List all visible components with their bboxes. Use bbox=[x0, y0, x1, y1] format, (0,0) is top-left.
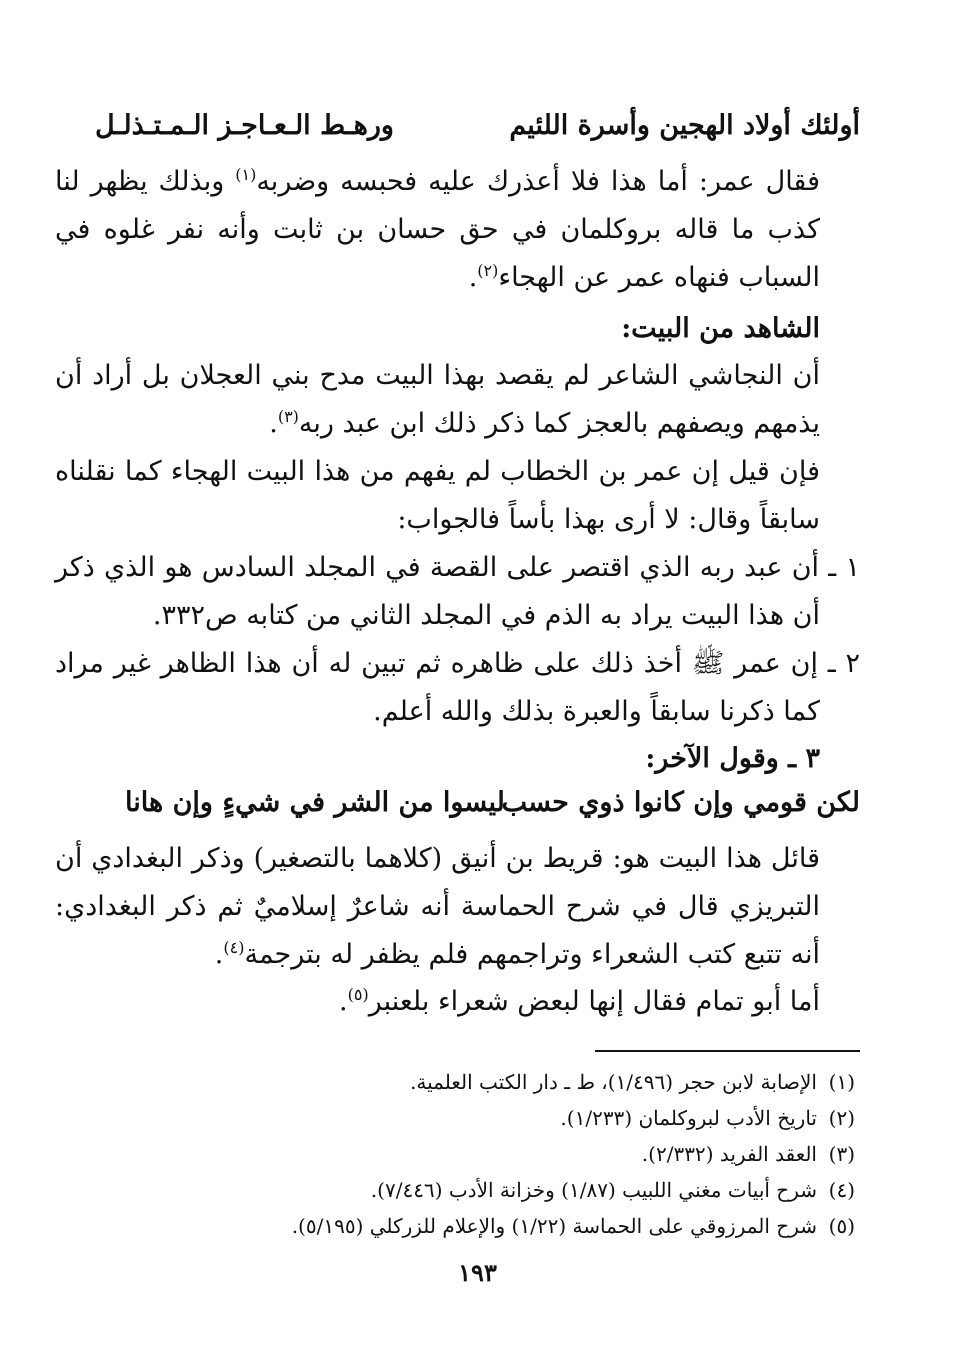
section-heading-evidence: الشاهد من البيت: bbox=[621, 313, 820, 344]
footnote-3-text: العقد الفريد (٢/٣٣٢). bbox=[641, 1142, 817, 1166]
paragraph-5-text: أما أبو تمام فقال إنها لبعض شعراء بلعنبر bbox=[368, 986, 820, 1017]
footnote-5-text: شرح المرزوقي على الحماسة (١/٢٢) والإعلام للزركلي (٥/١٩٥). bbox=[291, 1214, 817, 1238]
footnote-ref-2: (٢) bbox=[477, 261, 499, 280]
verse-2-second-hemistich: ليسوا من الشر في شيءٍ وإن هانا bbox=[125, 787, 505, 818]
page-number: ١٩٣ bbox=[458, 1258, 497, 1287]
paragraph-1 bbox=[55, 158, 860, 302]
paragraph-2-end: . bbox=[269, 408, 278, 439]
numbered-item-2: ٢ ـ إن عمر ﷺ أخذ ذلك على ظاهره ثم تبين له أن هذا الظاهر غير مراد كما ذكرنا سابقاً والعبرة بذلك والله أعلم. bbox=[55, 648, 860, 727]
footnote-3-number: (٣) bbox=[828, 1142, 855, 1166]
section-heading-other-verse: ٣ ـ وقول الآخر: bbox=[645, 743, 820, 774]
footnote-3 bbox=[100, 1136, 855, 1172]
footnote-2-number: (٢) bbox=[828, 1106, 855, 1130]
paragraph-4-end: . bbox=[214, 939, 224, 970]
footnote-ref-3: (٣) bbox=[277, 407, 299, 426]
footnote-4-number: (٤) bbox=[828, 1178, 855, 1202]
verse-line-2 bbox=[95, 787, 860, 831]
paragraph-2-text: أن النجاشي الشاعر لم يقصد بهذا البيت مدح بني العجلان بل أراد أن يذمهم ويصفهم بالعجز كما ذكر ذلك ابن عبد ربه bbox=[55, 360, 820, 439]
footnote-separator bbox=[595, 1050, 860, 1052]
verse-line-1 bbox=[95, 110, 860, 154]
paragraph-4-text: قائل هذا البيت هو: قريط بن أنيق (كلاهما بالتصغير) وذكر البغدادي أن التبريزي قال في شرح الحماسة أنه شاعرٌ إسلاميٌ ثم ذكر البغدادي: أنه تتبع كتب الشعراء وتراجمهم فلم يظفر له بترجمة bbox=[55, 843, 820, 970]
verse-1-first-hemistich: أولئك أولاد الهجين وأسرة اللئيم bbox=[509, 110, 860, 141]
paragraph-3: فإن قيل إن عمر بن الخطاب لم يفهم من هذا البيت الهجاء كما نقلناه سابقاً وقال: لا أرى بهذا بأساً فالجواب: bbox=[55, 456, 820, 535]
paragraph-5-end: . bbox=[339, 986, 348, 1017]
footnote-5-number: (٥) bbox=[828, 1214, 855, 1238]
verse-2-first-hemistich: لكن قومي وإن كانوا ذوي حسب bbox=[501, 787, 860, 818]
footnote-2 bbox=[100, 1100, 855, 1136]
paragraph-1-text-continued: وبذلك يظهر لنا كذب ما قاله بروكلمان في حق حسان بن ثابت وأنه نفر غلوه في السباب فنهاه عمر عن الهجاء bbox=[55, 166, 820, 293]
footnote-5 bbox=[100, 1208, 855, 1244]
footnote-4-text: شرح أبيات مغني اللبيب (١/٨٧) وخزانة الأدب (٧/٤٤٦). bbox=[370, 1178, 817, 1202]
paragraph-1-text: فقال عمر: أما هذا فلا أعذرك عليه فحبسه وضربه bbox=[256, 166, 820, 197]
paragraph-4 bbox=[55, 835, 860, 979]
footnote-ref-4: (٤) bbox=[223, 938, 245, 957]
footnote-ref-5: (٥) bbox=[347, 985, 369, 1004]
paragraph-5 bbox=[55, 978, 860, 1026]
paragraph-2 bbox=[55, 352, 860, 448]
footnote-1-number: (١) bbox=[828, 1070, 855, 1094]
footnote-4 bbox=[100, 1172, 855, 1208]
footnote-2-text: تاريخ الأدب لبروكلمان (١/٢٣٣). bbox=[560, 1106, 817, 1130]
verse-1-second-hemistich: ورهـط الـعـاجـز الـمـتـذلـل bbox=[95, 110, 394, 141]
numbered-item-1: ١ ـ أن عبد ربه الذي اقتصر على القصة في المجلد السادس هو الذي ذكر أن هذا البيت يراد به الذم في المجلد الثاني من كتابه ص٣٣٢. bbox=[55, 552, 860, 631]
paragraph-1-end: . bbox=[468, 262, 478, 293]
footnote-1 bbox=[100, 1064, 855, 1100]
footnote-1-text: الإصابة لابن حجر (١/٤٩٦)، ط ـ دار الكتب العلمية. bbox=[410, 1070, 817, 1094]
footnote-ref-1: (١) bbox=[235, 165, 257, 184]
